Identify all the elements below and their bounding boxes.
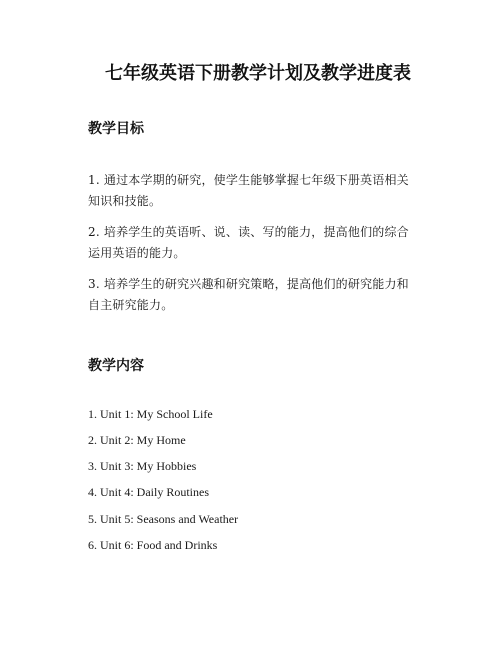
content-list-item: 6. Unit 6: Food and Drinks [88, 538, 218, 552]
document-title: 七年级英语下册教学计划及教学进度表 [105, 63, 411, 84]
content-list-item: 3. Unit 3: My Hobbies [88, 459, 197, 473]
goal-paragraph-1: 1. 通过本学期的研究，使学生能够掌握七年级下册英语相关知识和技能。 [88, 173, 409, 208]
content-list-item: 2. Unit 2: My Home [88, 433, 186, 447]
goal-paragraph-3: 3. 培养学生的研究兴趣和研究策略，提高他们的研究能力和自主研究能力。 [88, 277, 409, 312]
section-heading-goals: 教学目标 [88, 121, 144, 137]
section-heading-content: 教学内容 [88, 358, 144, 374]
content-list-item: 1. Unit 1: My School Life [88, 407, 213, 421]
content-list-item: 4. Unit 4: Daily Routines [88, 485, 209, 499]
content-list-item: 5. Unit 5: Seasons and Weather [88, 512, 239, 526]
goal-paragraph-2: 2. 培养学生的英语听、说、读、写的能力，提高他们的综合运用英语的能力。 [88, 225, 409, 260]
